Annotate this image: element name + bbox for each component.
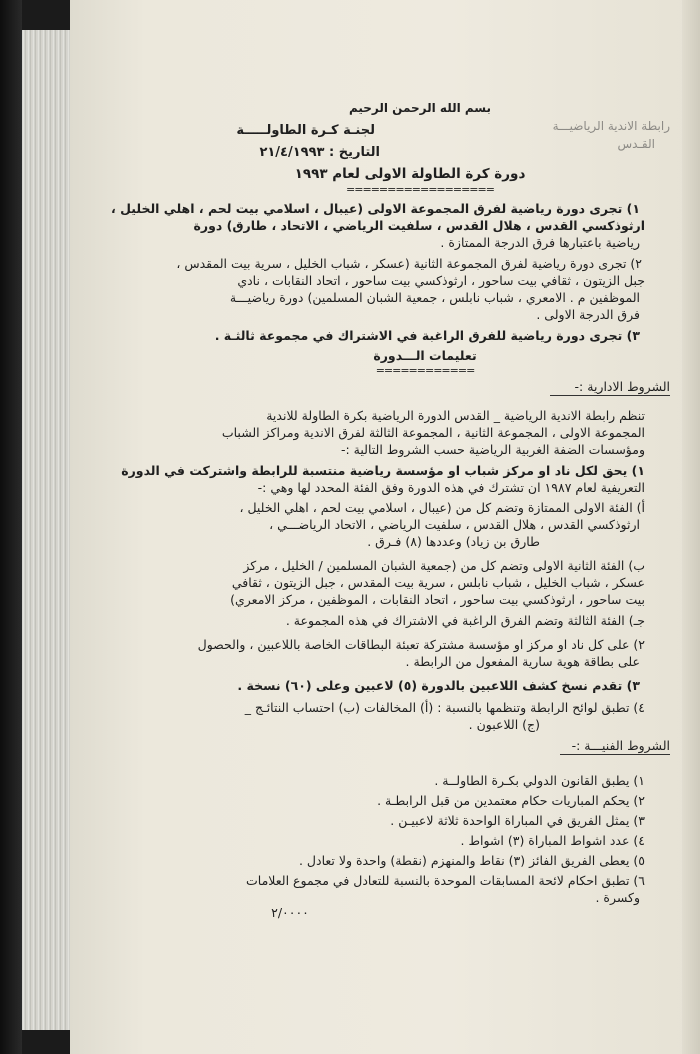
category-a-line-2: ارثوذكسي القدس ، هلال القدس ، سلفيت الرياضي ، الاتحاد الرياضـــي ، [269, 517, 640, 532]
category-a-line-1: أ) الفئة الاولى الممتازة وتضم كل من (عيبال ، اسلامي بيت لحم ، اهلي الخليل ، [239, 500, 645, 515]
intro-line-3: رياضية باعتبارها فرق الدرجة الممتازة . [440, 235, 640, 250]
technical-item-4: ٤) عدد اشواط المباراة (٣) اشواط . [460, 833, 645, 848]
admin-item-1-line-1: ١) يحق لكل ناد او مركز شباب او مؤسسة رياضية منتسبة للرابطة واشتركت في الدورة [121, 463, 645, 478]
title-rule: ================== [346, 183, 494, 196]
technical-item-6-line-2: وكسرة . [595, 890, 640, 905]
admin-item-4-line-1: ٤) تطبق لوائح الرابطة وتنظمها بالنسبة : (أ) المخالفات (ب) احتساب النتائـج _ [244, 700, 645, 715]
intro-line-8: ٣) تجرى دورة رياضية للفرق الراغبة في الاشتراك في مجموعة ثالثـة . [214, 328, 640, 343]
admin-para-line-1: تنظم رابطة الاندية الرياضية _ القدس الدورة الرياضية بكرة الطاولة للاندية [266, 408, 645, 423]
org-city: القـدس [617, 137, 655, 151]
technical-conditions-heading: الشروط الفنيـــة :- [560, 737, 670, 755]
admin-conditions-heading: الشروط الادارية :- [550, 378, 670, 396]
document-date: التاريخ : ٢١/٤/١٩٩٣ [259, 145, 380, 160]
page-footer-number: ٢/٠٠٠٠ [271, 905, 309, 920]
category-c-line-1: جـ) الفئة الثالثة وتضم الفرق الراغبة في الاشتراك في هذه المجموعة . [285, 613, 645, 628]
intro-line-4: ٢) تجرى دورة رياضية لفرق المجموعة الثانية (عسكر ، شباب الخليل ، سرية بيت المقدس ، [176, 256, 642, 271]
document-title: دورة كرة الطاولة الاولى لعام ١٩٩٣ [294, 166, 526, 182]
technical-item-5: ٥) يعطى الفريق الفائز (٣) نقاط والمنهزم (نقطة) واحدة ولا تعادل . [298, 853, 645, 868]
admin-item-4-line-2: (ج) اللاعبون . [468, 717, 540, 732]
category-b-line-1: ب) الفئة الثانية الاولى وتضم كل من (جمعية الشبان المسلمين / الخليل ، مركز [243, 558, 645, 573]
book-spine [0, 0, 22, 1054]
admin-para-line-2: المجموعة الاولى ، المجموعة الثانية ، المجموعة الثالثة لفرق الاندية ومراكز الشباب [221, 425, 645, 440]
technical-item-1: ١) يطبق القانون الدولي بكـرة الطاولــة . [434, 773, 645, 788]
admin-para-line-3: ومؤسسات الضفة الغربية الرياضية حسب الشروط التالية :- [340, 442, 645, 457]
basmala: بسم الله الرحمن الرحيم [348, 101, 492, 115]
category-b-line-3: بيت ساحور ، ارثوذكسي بيت ساحور ، اتحاد النقابات ، الموظفين ، مركز الامعري) [230, 592, 645, 607]
committee-name: لجنـة كـرة الطاولـــــة [236, 123, 375, 138]
intro-line-5: جبل الزيتون ، ثقافي بيت ساحور ، ارثوذكسي بيت ساحور ، اتحاد النقابات ، نادي [237, 273, 645, 288]
technical-item-2: ٢) يحكم المباريات حكام معتمدين من قبل الرابطـة . [377, 793, 645, 808]
intro-line-6: الموظفين م . الامعري ، شباب نابلس ، جمعية الشبان المسلمين) دورة رياضيـــة [229, 290, 640, 305]
org-name: رابطة الاندية الرياضيـــة [552, 119, 670, 133]
instructions-title: تعليمات الـــدورة [373, 348, 477, 363]
intro-line-2: ارثوذكسي القدس ، هلال القدس ، سلفيت الرياضي ، الاتحاد ، طارق) دورة [193, 218, 645, 233]
category-b-line-2: عسكر ، شباب الخليل ، شباب نابلس ، سرية بيت المقدس ، جبل الزيتون ، ثقافي [231, 575, 645, 590]
intro-line-7: فرق الدرجة الاولى . [536, 307, 640, 322]
technical-item-6-line-1: ٦) تطبق احكام لائحة المسابقات الموحدة بالنسبة للتعادل في مجموع العلامات [246, 873, 645, 888]
category-a-line-3: طارق بن زياد) وعددها (٨) فـرق . [367, 534, 540, 549]
technical-item-3: ٣) يمثل الفريق في المباراة الواحدة ثلاثة لاعبيـن . [390, 813, 645, 828]
admin-item-3: ٣) تقدم نسخ كشف اللاعبين بالدورة (٥) لاعبين وعلى (٦٠) نسخة . [237, 678, 640, 693]
admin-item-1-line-2: التعريفية لعام ١٩٨٧ ان تشترك في هذه الدورة وفق الفئة المحدد لها وهي :- [257, 480, 645, 495]
intro-line-1: ١) تجرى دورة رياضية لفرق المجموعة الاولى (عيبال ، اسلامي بيت لحم ، اهلي الخليل ، [111, 201, 640, 216]
paper-right-edge [682, 0, 700, 1054]
admin-item-2-line-1: ٢) على كل ناد او مركز او مؤسسة مشتركة تعبئة البطاقات الخاصة باللاعبين ، والحصول [197, 637, 645, 652]
admin-item-2-line-2: على بطاقة هوية سارية المفعول من الرابطة . [405, 654, 640, 669]
instructions-rule: ============ [375, 364, 475, 377]
